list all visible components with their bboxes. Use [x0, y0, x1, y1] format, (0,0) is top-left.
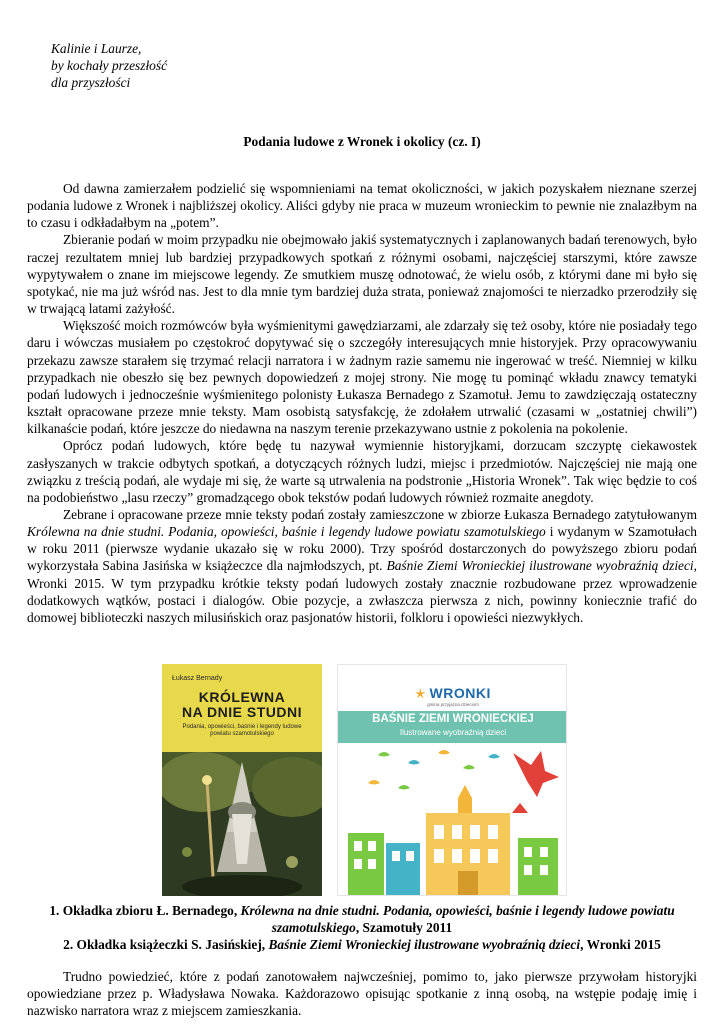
paragraph: Zbieranie podań w moim przypadku nie obejmowało jakiś systematycznych i zaplanowanych badań terenowych, było raczej rezultatem mniej lub bardziej przypadkowych spotkań z różnymi osobami, najczęściej starszymi, które zawsze wypytywałem o znane im miejscowe legendy. Ze smutkiem muszę odnotować, że wielu osób, z którymi dane mi było się spotykać, nie ma już wśród nas. Jest to dla mnie tym bardziej duża strata, ponieważ znajomości te nierzadko przerodziły się w trwającą latami zażyłość.: [27, 232, 697, 317]
book-title-italic: Baśnie Ziemi Wronieckiej ilustrowane wyobraźnią dzieci: [386, 558, 694, 574]
dedication-line: by kochały przeszłość: [51, 58, 168, 73]
text-span: i wydanym w Szamotułach w roku 2011 (pierwsze wydanie ukazało się w roku 2000). Trzy spośród dostarczonych do powyższego zbioru podań wykorzystała Sabina Jasińska w książeczce dla najmłodszych, pt.: [27, 524, 697, 574]
book-title-italic: Królewna na dnie studni. Podania, opowieści, baśnie i legendy ludowe powiatu szamotulskiego: [27, 524, 546, 540]
cover-title: [162, 690, 322, 720]
closing-section: [27, 968, 697, 1019]
caption-italic: Baśnie Ziemi Wronieckiej ilustrowane wyobraźnią dzieci: [268, 937, 581, 952]
paragraph: Od dawna zamierzałem podzielić się wspomnieniami na temat okoliczności, w jakich pozyskałem nieznane szerzej podania ludowe z Wronek i najbliższej okolicy. Aliści gdyby nie praca w muzeum wronieckim to pewnie nie znalazłbym na to czasu i odkładałbym na „potem”.: [27, 181, 697, 231]
logo-subtitle: gmina przyjazna dzieciom: [427, 702, 479, 707]
paragraph: Trudno powiedzieć, które z podań zanotowałem najwcześniej, pomimo to, jako pierwsze przywołam historyjki opowiedziane przez p. Władysława Nowaka. Każdorazowo opisując spotkanie z inną osobą, na wstępie podaję imię i nazwisko narratora wraz z miejscem zamieszkania.: [27, 969, 697, 1019]
figure-caption-2: [27, 936, 697, 953]
paragraph-with-titles: [27, 506, 697, 626]
text-span: Zebrane i opracowane przeze mnie teksty podań zostały zamieszczone w zbiorze Łukasza Bernadego zatytułowanym: [63, 506, 697, 522]
dedication-line: dla przyszłości: [51, 75, 131, 90]
text-span: , Wronki 2015. W tym przypadku krótkie teksty podań ludowych zostały znacznie rozbudowane przez wprowadzenie dodatkowych wątków, postaci i dialogów. Obie pozycje, a zwłaszcza pierwsza z nich, powinny koniecznie trafić do domowej biblioteczki naszych milusińskich oraz pasjonatów historii, folkloru i opowieści niezwykłych.: [27, 558, 698, 625]
cover-title-line: KRÓLEWNA: [198, 689, 286, 705]
cover-basnie: [337, 664, 567, 896]
logo-word: WRONKI: [429, 685, 491, 701]
cover-title: BAŚNIE ZIEMI WRONIECKIEJ: [372, 713, 534, 725]
dedication: [51, 40, 167, 91]
paragraph: Większość moich rozmówców była wyśmienitymi gawędziarzami, ale zdarzały się też osoby, które nie posiadały tego daru i wówczas musiałem po częstokroć dopytywać się o szczegóły interesujących mnie historyjek. Przy opracowywaniu przekazu zawsze starałem się trzymać relacji narratora i w żadnym razie samemu nie ingerować w treść. Niemniej w kilku przypadkach nie obeszło się bez pewnych dopowiedzeń z mojej strony. Nie mogę tu pominąć wkładu znawcy tematyki podań ludowych i jednocześnie wyśmienitego polonisty Łukasza Bernadego z Szamotuł. Jemu to zawdzięczają ostateczny kształt opracowane przeze mnie teksty. Mam osobistą satysfakcję, że zdołałem utrwalić (czasami w „ostatniej chwili”) kilkanaście podań, które jeszcze do niedawna na naszym terenie przekazywano ustnie z pokolenia na pokolenie.: [27, 318, 697, 437]
caption-prefix: 2. Okładka książeczki S. Jasińskiej,: [63, 937, 269, 952]
cover-logo: [338, 685, 567, 707]
cover-illustration-town: [338, 743, 567, 896]
cover-subtitle: Podania, opowieści, baśnie i legendy ludowe powiatu szamotulskiego: [182, 724, 302, 737]
cover-krolewna: [162, 664, 322, 896]
dedication-line: Kalinie i Laurze,: [51, 41, 142, 56]
caption-italic: Królewna na dnie studni. Podania, opowieści, baśnie i legendy ludowe powiatu szamotulskiego: [240, 903, 675, 935]
page-title: Podania ludowe z Wronek i okolicy (cz. I): [243, 134, 481, 149]
cover-illustration-wizard: [162, 752, 322, 896]
caption-suffix: , Wronki 2015: [580, 937, 661, 952]
cover-subtitle: Ilustrowane wyobraźnią dzieci: [399, 728, 507, 737]
cover-title-line: NA DNIE STUDNI: [181, 704, 303, 720]
paragraph: Oprócz podań ludowych, które będę tu nazywał wymiennie historyjkami, dorzucam szczyptę ciekawostek zasłyszanych w trakcie odbytych spotkań, a dotyczących różnych ludzi, miejsc i przedmiotów. Najczęściej nie mają one związku z treścią podań, ale wydaje mi się, że warte są utrwalenia na podstronie „Historia Wronek”. Tak więc będzie to coś na podobieństwo „lasu rzeczy” gromadzącego obok tekstów podań ludowych również rozmaite anegdoty.: [27, 438, 697, 505]
caption-suffix: , Szamotuły 2011: [355, 920, 453, 935]
article-body: [27, 180, 697, 626]
wronki-logo-icon: 🟉: [415, 686, 426, 701]
book-covers: [0, 664, 724, 898]
cover-author: Łukasz Bernady: [172, 675, 223, 682]
caption-prefix: 1. Okładka zbioru Ł. Bernadego,: [49, 903, 241, 918]
figure-caption-1: [27, 902, 697, 936]
